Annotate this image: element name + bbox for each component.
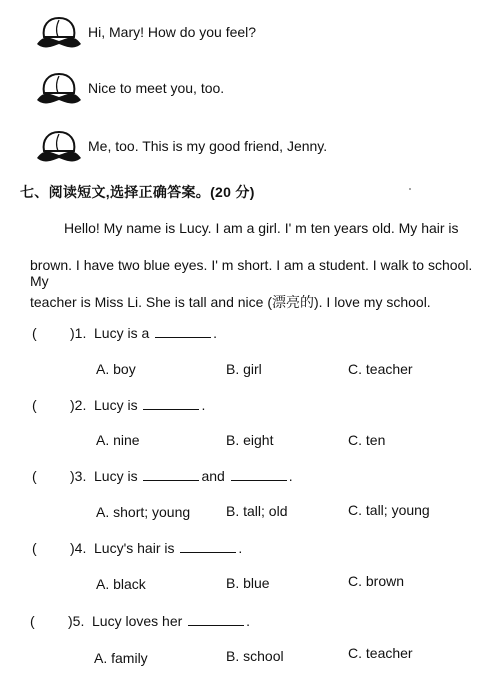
question-stem: Lucy is a [94,325,150,341]
question-stem: Lucy's hair is [94,540,175,556]
question-text [94,540,242,556]
question-number: )5. [68,613,85,629]
question-end: . [213,325,218,341]
answer-blank[interactable] [231,468,287,481]
option-b[interactable]: B. eight [226,432,274,448]
answer-paren-open[interactable]: ( [32,540,37,556]
question-stem: Lucy is [94,397,138,413]
passage-line: Hello! My name is Lucy. I am a girl. I' m ten years old. My hair is [64,220,459,236]
dialogue-line [0,66,497,110]
passage-line: brown. I have two blue eyes. I' m short. I am a student. I walk to school. My [30,257,473,289]
question-text [94,397,205,413]
question-end: . [201,397,206,413]
option-a[interactable]: A. short; young [96,504,191,520]
option-a[interactable]: A. boy [96,361,136,377]
question-end: . [288,468,293,484]
peach-icon [34,66,84,112]
option-c[interactable]: C. tall; young [348,502,430,518]
dialogue-line [0,10,497,54]
question-number: )4. [70,540,87,556]
question-text [94,325,217,341]
option-c[interactable]: C. teacher [348,645,413,661]
peach-icon [34,10,84,56]
question-mid: and [201,468,225,484]
dialogue-line [0,124,497,168]
option-b[interactable]: B. blue [226,575,270,591]
dialogue-text: Hi, Mary! How do you feel? [88,24,257,40]
question-stem: Lucy loves her [92,613,183,629]
question-number: )1. [70,325,87,341]
dialogue-text: Nice to meet you, too. [88,80,225,96]
answer-paren-open[interactable]: ( [30,613,35,629]
answer-blank[interactable] [188,613,244,626]
answer-blank[interactable] [143,468,199,481]
option-c[interactable]: C. ten [348,432,386,448]
answer-blank[interactable] [155,325,211,338]
option-b[interactable]: B. school [226,648,284,664]
option-a[interactable]: A. family [94,650,148,666]
section-heading: 七、阅读短文,选择正确答案。(20 分) [20,184,255,200]
answer-paren-open[interactable]: ( [32,397,37,413]
question-end: . [238,540,243,556]
question-stem: Lucy is [94,468,138,484]
option-a[interactable]: A. nine [96,432,140,448]
question-text [92,613,250,629]
option-c[interactable]: C. teacher [348,361,413,377]
option-c[interactable]: C. brown [348,573,405,589]
passage-line: teacher is Miss Li. She is tall and nice (漂亮的). I love my school. [30,294,431,310]
answer-paren-open[interactable]: ( [32,325,37,341]
peach-icon [34,124,84,170]
question-number: )2. [70,397,87,413]
option-b[interactable]: B. girl [226,361,262,377]
question-end: . [246,613,251,629]
speck [409,188,411,190]
dialogue-text: Me, too. This is my good friend, Jenny. [88,138,328,154]
answer-blank[interactable] [180,540,236,553]
question-number: )3. [70,468,87,484]
answer-blank[interactable] [143,397,199,410]
option-b[interactable]: B. tall; old [226,503,288,519]
answer-paren-open[interactable]: ( [32,468,37,484]
question-text [94,468,293,484]
option-a[interactable]: A. black [96,576,146,592]
